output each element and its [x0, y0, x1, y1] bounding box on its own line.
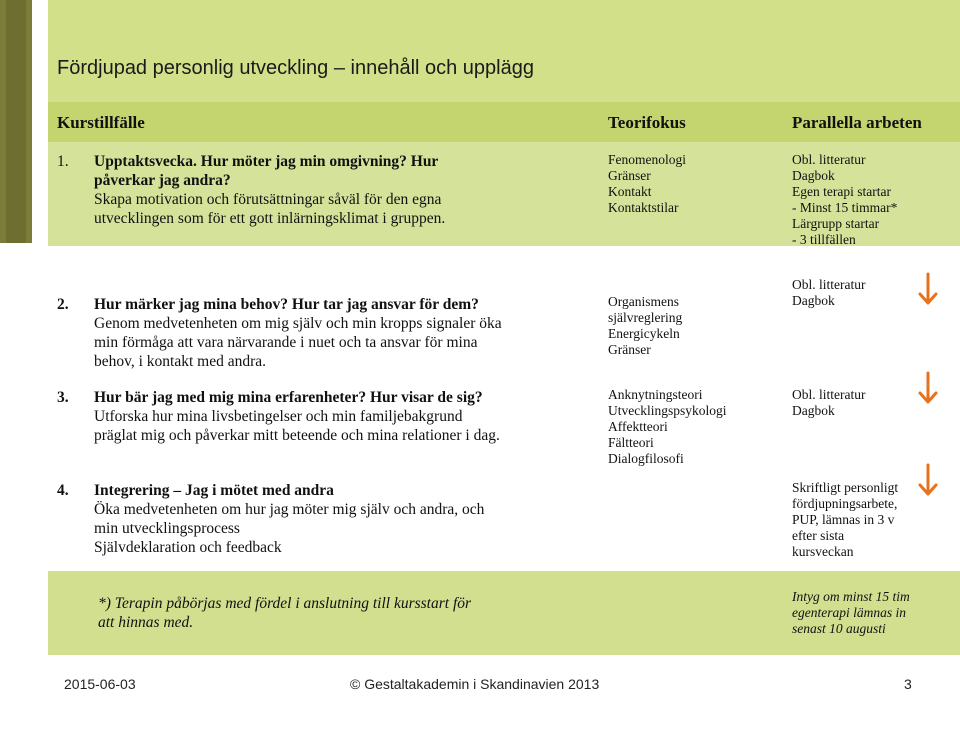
row-4-parallel: fördjupningsarbete,: [792, 496, 898, 511]
row-3-body-line: präglat mig och påverkar mitt beteende och mina relationer i dag.: [94, 427, 500, 444]
row-1-parallel: Obl. litteratur: [792, 152, 866, 167]
row-3-body-line: Utforska hur mina livsbetingelser och min familjebakgrund: [94, 408, 463, 425]
row-3-theory: Dialogfilosofi: [608, 451, 684, 466]
row-4-body-line: Självdeklaration och feedback: [94, 539, 282, 556]
row-4-body-line: Öka medvetenheten om hur jag möter mig själv och andra, och: [94, 501, 485, 518]
footer-copyright: © Gestaltakademin i Skandinavien 2013: [350, 676, 600, 692]
row-3-theory: Utvecklingspsykologi: [608, 403, 727, 418]
left-accent-stripe: [6, 0, 26, 243]
row-1-parallel: Lärgrupp startar: [792, 216, 880, 231]
footnote-line: *) Terapin påbörjas med fördel i anslutning till kursstart för: [98, 595, 472, 612]
row-2-number: 2.: [57, 296, 69, 313]
row-3-theory: Fältteori: [608, 435, 654, 450]
page-title: Fördjupad personlig utveckling – innehåll och upplägg: [57, 57, 534, 79]
row-1-theory: Gränser: [608, 168, 651, 183]
header-teorifokus: Teorifokus: [608, 113, 686, 132]
row-3-theory: Anknytningsteori: [608, 387, 703, 402]
row-2-body-line: min förmåga att vara närvarande i nuet och ta ansvar för mina: [94, 334, 478, 351]
row-3-parallel: Obl. litteratur: [792, 387, 866, 402]
row-2-theory: Gränser: [608, 342, 651, 357]
title-band: [48, 0, 960, 102]
header-kurstillfalle: Kurstillfälle: [57, 113, 145, 132]
row-2-body-line: Genom medvetenheten om mig själv och min kropps signaler öka: [94, 315, 502, 332]
row-4-parallel: PUP, lämnas in 3 v: [792, 512, 895, 527]
row-1-theory: Kontakt: [608, 184, 652, 199]
header-parallella-arbeten: Parallella arbeten: [792, 113, 922, 132]
row-1-body-line: Skapa motivation och förutsättningar såväl för den egna: [94, 191, 442, 208]
row-4-number: 4.: [57, 482, 69, 499]
certificate-line: egenterapi lämnas in: [792, 605, 906, 620]
row-2-theory: Organismens: [608, 294, 679, 309]
row-4-parallel: kursveckan: [792, 544, 854, 559]
certificate-line: senast 10 augusti: [792, 621, 886, 636]
certificate-line: Intyg om minst 15 tim: [792, 589, 910, 604]
footer-date: 2015-06-03: [64, 676, 136, 692]
row-1-theory: Kontaktstilar: [608, 200, 679, 215]
row-4-parallel: efter sista: [792, 528, 845, 543]
row-3-theory: Affektteori: [608, 419, 668, 434]
row-1-parallel: Dagbok: [792, 168, 835, 183]
row-3-heading: Hur bär jag med mig mina erfarenheter? Hur visar de sig?: [94, 389, 483, 406]
row-1-body-line: utvecklingen som för ett gott inlärningsklimat i gruppen.: [94, 210, 446, 227]
row-2-body-line: behov, i kontakt med andra.: [94, 353, 267, 370]
row-3-parallel: Dagbok: [792, 403, 835, 418]
footer-page-number: 3: [904, 676, 912, 692]
row-1-theory: Fenomenologi: [608, 152, 686, 167]
row-3-number: 3.: [57, 389, 69, 406]
row-2-theory: Energicykeln: [608, 326, 680, 341]
row-2-theory: självreglering: [608, 310, 683, 325]
row-4-body-line: min utvecklingsprocess: [94, 520, 240, 537]
row-1-parallel: - Minst 15 timmar*: [792, 200, 898, 215]
row-4-parallel: Skriftligt personligt: [792, 480, 899, 495]
row-1-heading-cont: påverkar jag andra?: [94, 172, 231, 189]
down-arrow-icon: [918, 463, 938, 497]
footnote-line: att hinnas med.: [98, 614, 194, 631]
row-1-parallel: Egen terapi startar: [792, 184, 891, 199]
row-1-number: 1.: [57, 153, 69, 170]
row-4-heading: Integrering – Jag i mötet med andra: [94, 482, 334, 499]
row-1-parallel: - 3 tillfällen: [792, 232, 856, 247]
row-1-heading: Upptaktsvecka. Hur möter jag min omgivning? Hur: [94, 153, 439, 170]
down-arrow-icon: [918, 371, 938, 405]
row-2-heading: Hur märker jag mina behov? Hur tar jag ansvar för dem?: [94, 296, 479, 313]
row-2-parallel: Obl. litteratur: [792, 277, 866, 292]
down-arrow-icon: [918, 272, 938, 306]
row-2-parallel: Dagbok: [792, 293, 835, 308]
